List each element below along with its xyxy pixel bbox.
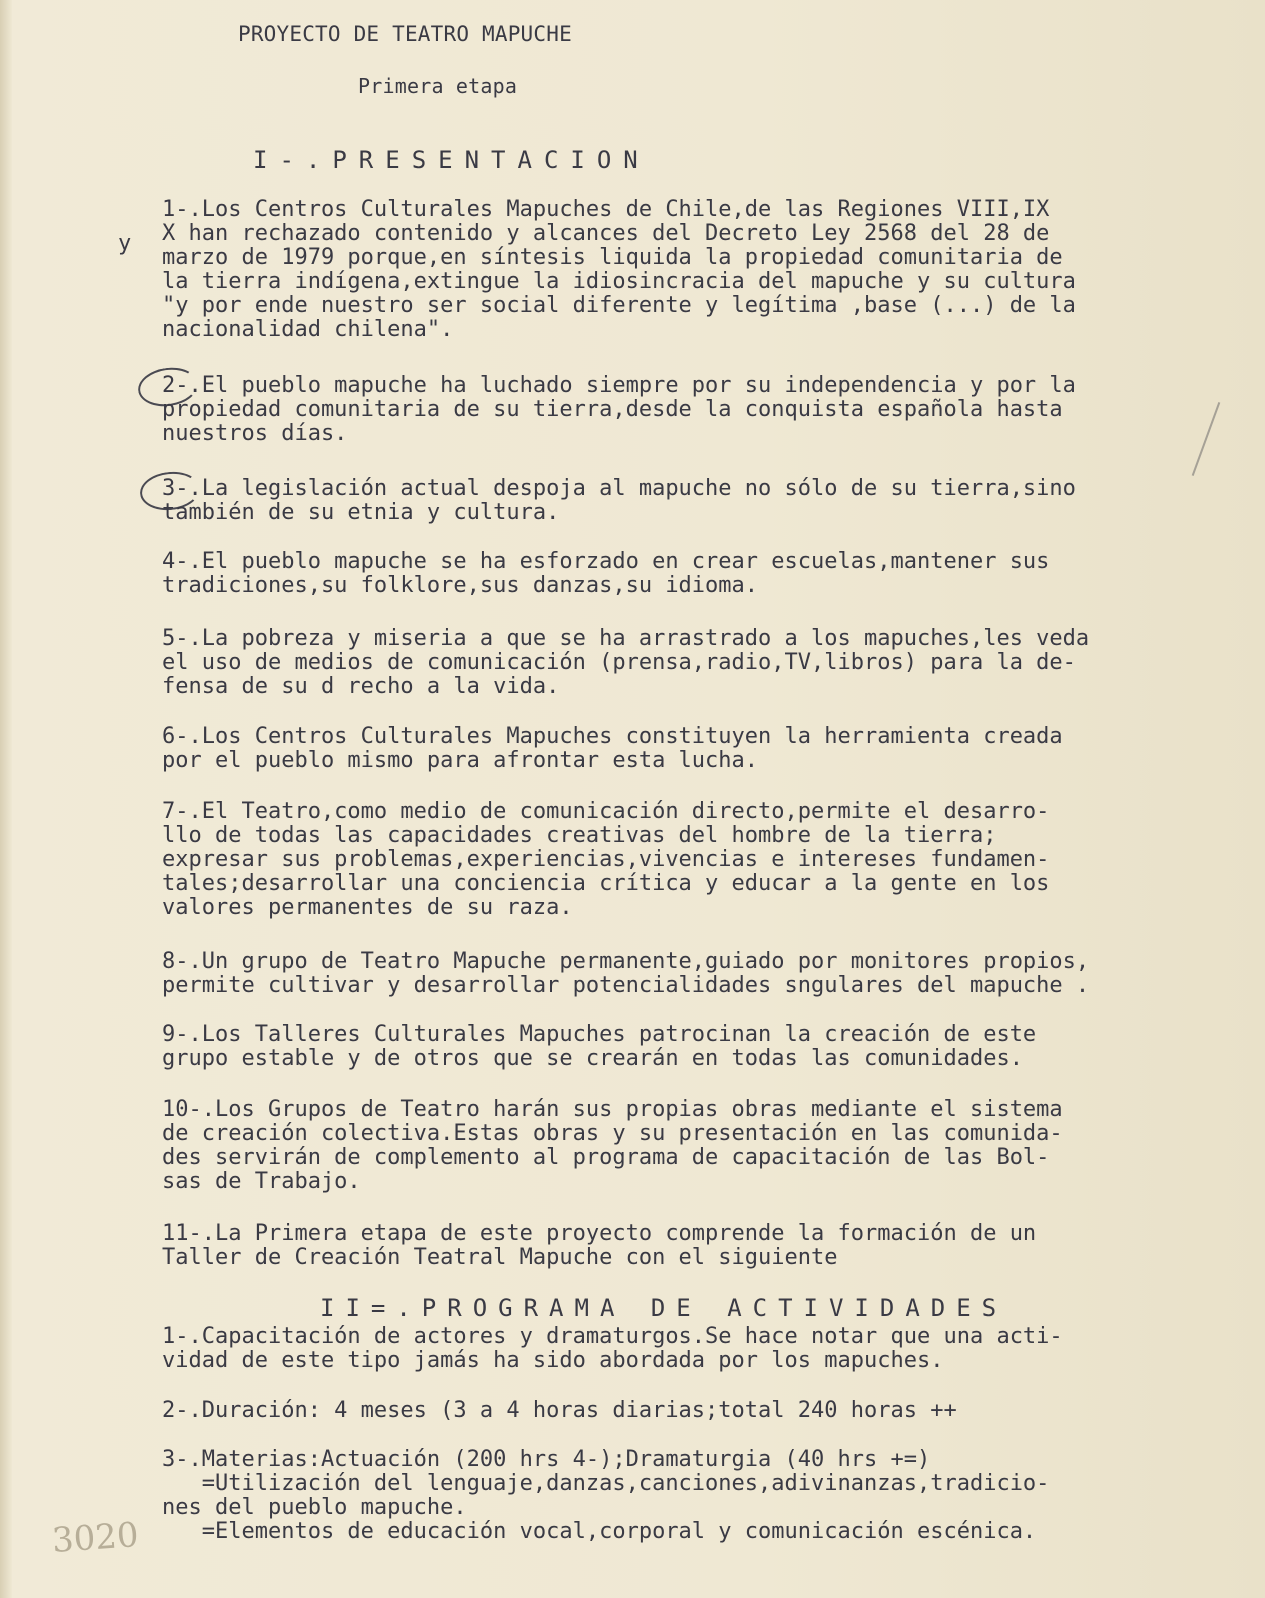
paragraph-2: [162, 374, 1232, 446]
paragraph-10: [162, 1098, 1232, 1194]
text-line: Taller de Creación Teatral Mapuche con el siguiente: [162, 1245, 838, 1270]
margin-annotation: y: [118, 231, 132, 256]
text-line: 6-.Los Centros Culturales Mapuches constituyen la herramienta creada: [162, 724, 1063, 749]
text-line: nes del pueblo mapuche.: [162, 1495, 467, 1520]
text-line: 10-.Los Grupos de Teatro harán sus propias obras mediante el sistema: [162, 1097, 1063, 1122]
text-line: nuestros días.: [162, 421, 348, 446]
text-line: por el pueblo mismo para afrontar esta lucha.: [162, 748, 759, 773]
text-line: tales;desarrollar una conciencia crítica y educar a la gente en los: [162, 871, 1050, 896]
section-heading-presentacion: I-.PRESENTACION: [253, 146, 650, 174]
text-line: 5-.La pobreza y miseria a que se ha arrastrado a los mapuches,les veda: [162, 626, 1090, 651]
paragraph-3: [162, 477, 1232, 525]
text-line: propiedad comunitaria de su tierra,desde la conquista española hasta: [162, 397, 1063, 422]
text-line: 1-.Los Centros Culturales Mapuches de Chile,de las Regiones VIII,IX: [162, 197, 1050, 222]
text-line: 2-.El pueblo mapuche ha luchado siempre por su independencia y por la: [162, 373, 1076, 398]
text-line: 3-.Materias:Actuación (200 hrs 4-);Dramaturgia (40 hrs +=): [162, 1447, 931, 1472]
text-line: 3-.La legislación actual despoja al mapuche no sólo de su tierra,sino: [162, 476, 1076, 501]
document-subtitle: Primera etapa: [358, 74, 518, 98]
text-line: fensa de su d recho a la vida.: [162, 674, 560, 699]
text-line: 9-.Los Talleres Culturales Mapuches patrocinan la creación de este: [162, 1022, 1037, 1047]
text-line: 8-.Un grupo de Teatro Mapuche permanente,guiado por monitores propios,: [162, 949, 1090, 974]
paragraph-5: [162, 627, 1232, 699]
text-line: grupo estable y de otros que se crearán en todas las comunidades.: [162, 1046, 1023, 1071]
text-line: 11-.La Primera etapa de este proyecto comprende la formación de un: [162, 1221, 1037, 1246]
text-line: permite cultivar y desarrollar potencialidades sngulares del mapuche .: [162, 973, 1090, 998]
text-line: expresar sus problemas,experiencias,vivencias e intereses fundamen-: [162, 847, 1050, 872]
paragraph-4: [162, 550, 1232, 598]
paragraph-11: [162, 1222, 1232, 1270]
text-line: también de su etnia y cultura.: [162, 500, 560, 525]
text-line: des servirán de complemento al programa de capacitación de las Bol-: [162, 1145, 1050, 1170]
text-line: 4-.El pueblo mapuche se ha esforzado en crear escuelas,mantener sus: [162, 549, 1050, 574]
text-line: vidad de este tipo jamás ha sido abordada por los mapuches.: [162, 1348, 944, 1373]
document-title: PROYECTO DE TEATRO MAPUCHE: [238, 22, 572, 46]
text-line: X han rechazado contenido y alcances del Decreto Ley 2568 del 28 de: [162, 221, 1050, 246]
text-line: marzo de 1979 porque,en síntesis liquida la propiedad comunitaria de: [162, 245, 1063, 270]
pencil-archive-number: 3020: [50, 1515, 140, 1561]
program-item-1: [162, 1325, 1232, 1373]
paragraph-1: [162, 198, 1232, 342]
text-line: 7-.El Teatro,como medio de comunicación directo,permite el desarro-: [162, 799, 1050, 824]
program-item-2: [162, 1399, 1232, 1423]
text-line: la tierra indígena,extingue la idiosincracia del mapuche y su cultura: [162, 269, 1076, 294]
text-line: =Utilización del lenguaje,danzas,canciones,adivinanzas,tradicio-: [162, 1471, 1050, 1496]
text-line: =Elementos de educación vocal,corporal y comunicación escénica.: [162, 1519, 1037, 1544]
text-line: nacionalidad chilena".: [162, 317, 454, 342]
text-line: 2-.Duración: 4 meses (3 a 4 horas diarias;total 240 horas ++: [162, 1398, 957, 1423]
text-line: 1-.Capacitación de actores y dramaturgos.Se hace notar que una acti-: [162, 1324, 1063, 1349]
text-line: tradiciones,su folklore,sus danzas,su idioma.: [162, 573, 759, 598]
text-line: llo de todas las capacidades creativas del hombre de la tierra;: [162, 823, 997, 848]
section-heading-programa: II=.PROGRAMA DE ACTIVIDADES: [320, 1294, 1008, 1322]
paragraph-7: [162, 800, 1232, 920]
text-line: "y por ende nuestro ser social diferente y legítima ,base (...) de la: [162, 293, 1076, 318]
paragraph-9: [162, 1023, 1232, 1071]
page-edge: [0, 0, 12, 1598]
text-line: sas de Trabajo.: [162, 1169, 361, 1194]
text-line: el uso de medios de comunicación (prensa,radio,TV,libros) para la de-: [162, 650, 1076, 675]
paragraph-8: [162, 950, 1232, 998]
paragraph-6: [162, 725, 1232, 773]
text-line: valores permanentes de su raza.: [162, 895, 573, 920]
program-item-3: [162, 1448, 1232, 1544]
text-line: de creación colectiva.Estas obras y su presentación en las comunida-: [162, 1121, 1063, 1146]
